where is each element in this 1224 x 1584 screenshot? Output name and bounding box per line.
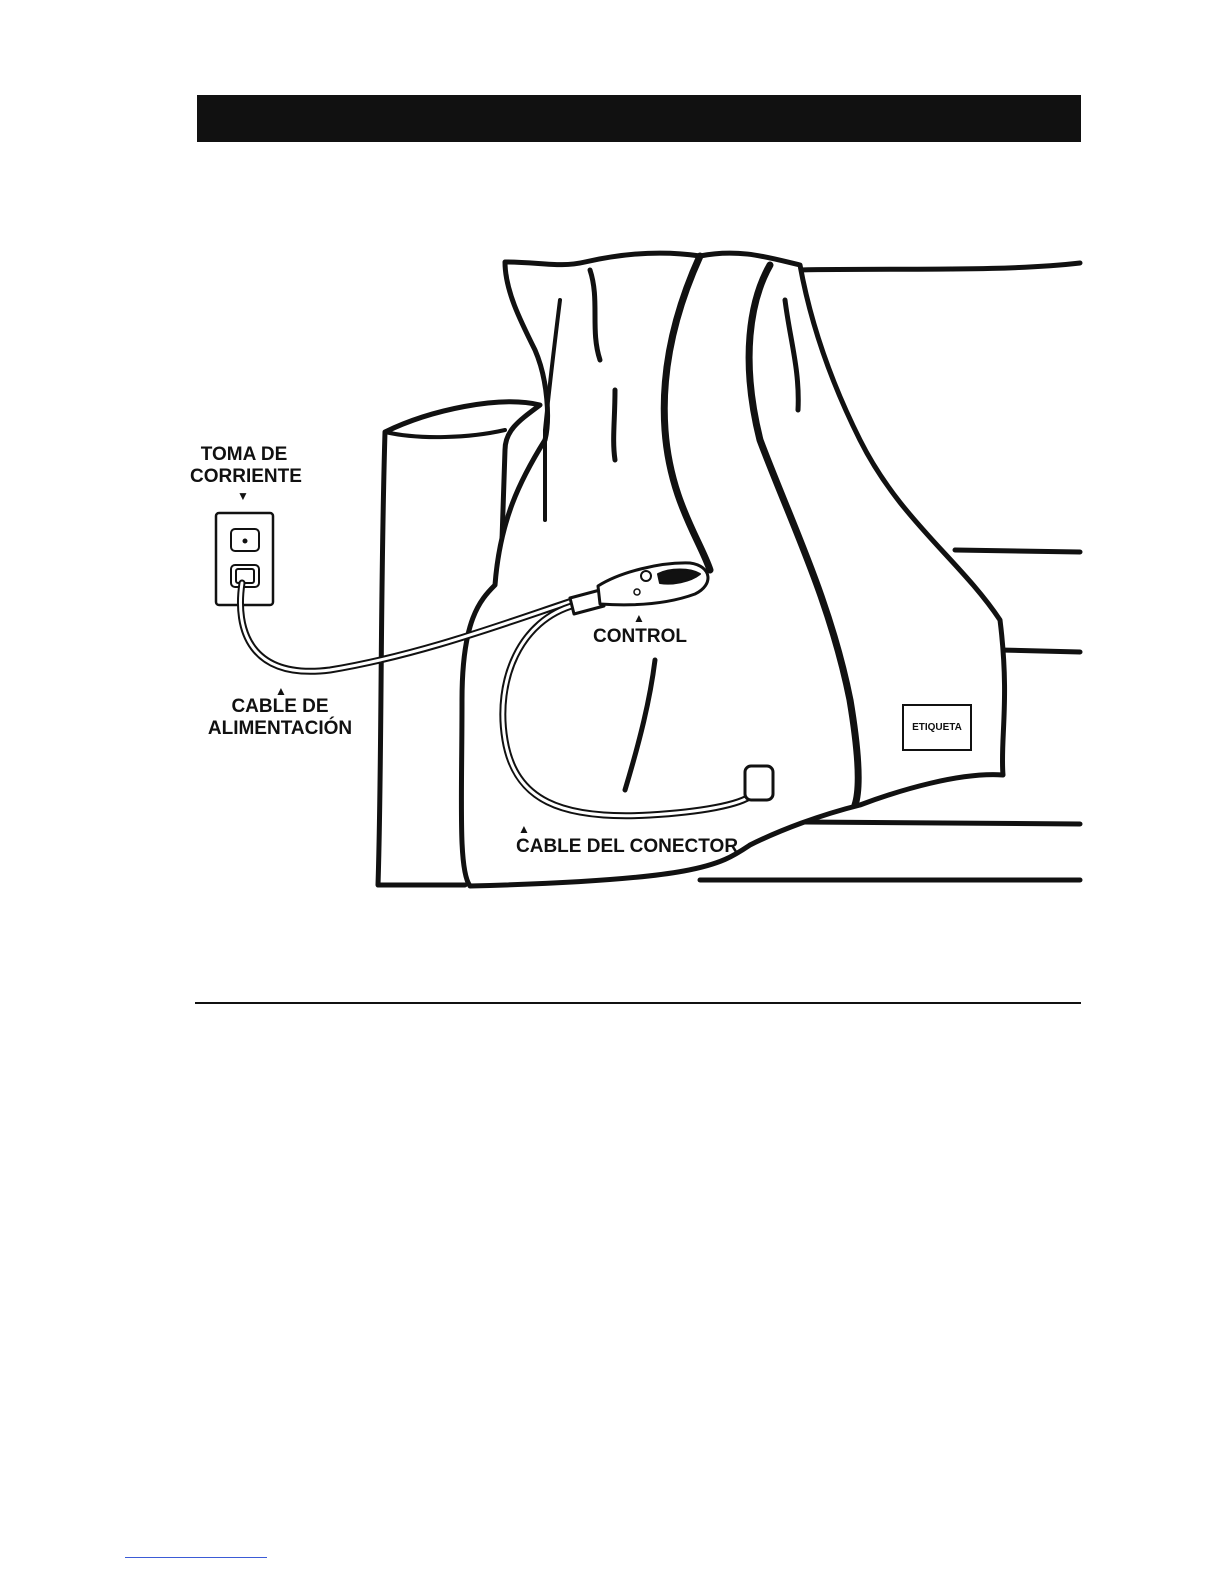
connector-plug bbox=[745, 766, 773, 800]
section-divider bbox=[195, 1002, 1081, 1004]
power-cord-label-line1: CABLE DE bbox=[231, 696, 329, 717]
sofa-back bbox=[800, 263, 1080, 270]
outlet-ground bbox=[243, 539, 247, 543]
sofa-cushion-line-2 bbox=[1000, 650, 1080, 652]
blanket-fold-5 bbox=[614, 390, 615, 460]
sofa-cushion-line-1 bbox=[955, 550, 1080, 552]
footer-rule bbox=[125, 1557, 267, 1558]
outlet-label-line1: TOMA DE bbox=[200, 444, 288, 465]
tag-box bbox=[902, 704, 972, 751]
outlet-arrow-icon: ▼ bbox=[237, 489, 249, 503]
tag-label: ETIQUETA bbox=[912, 722, 962, 733]
outlet-label bbox=[190, 444, 302, 488]
connector-arrow-icon: ▲ bbox=[518, 822, 530, 836]
power-cord-label bbox=[200, 696, 360, 740]
outlet-label-line2: CORRIENTE bbox=[190, 466, 302, 487]
control-label: CONTROL bbox=[593, 626, 687, 647]
power-cord-arrow-icon: ▲ bbox=[275, 684, 287, 698]
sofa-cushion-line-3 bbox=[805, 822, 1080, 824]
blanket-outline bbox=[461, 253, 1004, 886]
power-cord-label-line2: ALIMENTACIÓN bbox=[207, 718, 353, 739]
sofa-arm-inner bbox=[385, 430, 505, 437]
control-arrow-icon: ▲ bbox=[633, 611, 645, 625]
connector-cord-label: CABLE DEL CONECTOR bbox=[516, 836, 739, 857]
